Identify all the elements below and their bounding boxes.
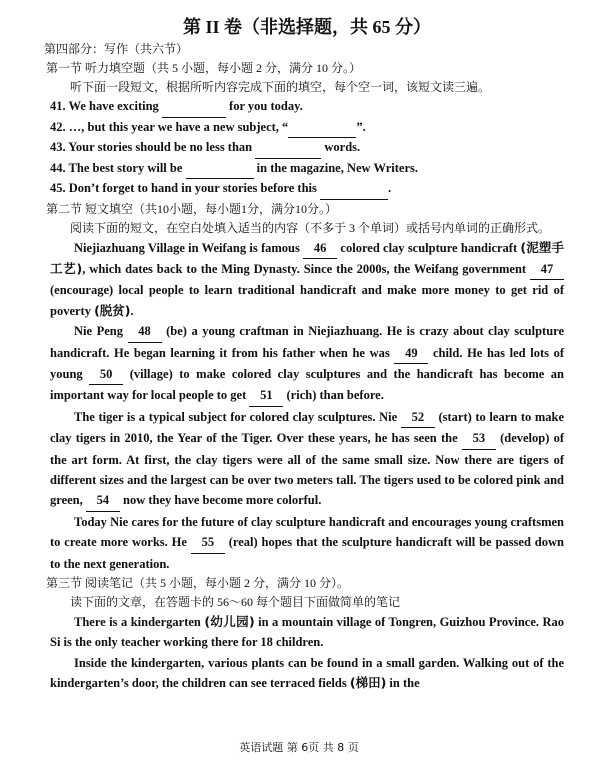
answer-blank[interactable] [320,179,388,200]
answer-blank[interactable] [186,159,254,180]
blank-53[interactable]: 53 [462,428,496,449]
question-44: 44. The best story will be in the magazine, New Writers. [50,159,564,180]
page-footer: 英语试题 第 6页 共 8 页 [239,741,359,754]
passage-paragraph-1: Niejiazhuang Village in Weifang is famous 46 colored clay sculpture handicraft (泥塑手工艺), which dates back to the Ming Dynasty. Since the 2000s, the Weifang government 47 (encourage) local people to learn traditional handicraft and make more money to get rid of poverty (脱贫). [50,239,565,318]
blank-54[interactable]: 54 [86,490,120,511]
reading-paragraph-2: Inside the kindergarten, various plants can be found in a small garden. Walking out of the kindergarten’s door, the children can see terraced fields (梯田) in the [50,655,564,691]
passage-paragraph-4: Today Nie cares for the future of clay sculpture handicraft and encourages young craftsmen to create more works. He 55 (real) hopes that the sculpture handicraft will be passed down to the next generation. [50,514,564,571]
question-43: 43. Your stories should be no less than words. [50,138,564,159]
blank-48[interactable]: 48 [128,321,162,342]
answer-blank[interactable] [255,138,321,159]
blank-52[interactable]: 52 [401,407,435,428]
blank-55[interactable]: 55 [191,532,225,553]
section-3-instructions: 读下面的文章，在答题卡的 56～60 每个题目下面做简单的笔记 [70,595,401,609]
blank-46[interactable]: 46 [303,238,337,259]
blank-47[interactable]: 47 [530,259,564,280]
section-2-title: 第二节 短文填空（共10小题，每小题1分，满分10分。） [46,201,338,216]
answer-blank[interactable] [288,118,356,139]
reading-paragraph-1: There is a kindergarten (幼儿园) in a mountain village of Tongren, Guizhou Province. Rao Si is the only teacher working there for 18 children. [50,614,565,650]
section-2-instructions: 阅读下面的短文，在空白处填入适当的内容（不多于 3 个单词）或括号内单词的正确形式。 [70,220,551,235]
section-1-instructions: 听下面一段短文，根据所听内容完成下面的填空，每个空一词，该短文读三遍。 [70,80,491,94]
page-title: 第 II 卷（非选择题，共 65 分） [182,17,431,37]
question-45: 45. Don’t forget to hand in your stories before this . [50,179,564,200]
passage-paragraph-3: The tiger is a typical subject for colored clay sculptures. Nie 52 (start) to learn to make clay tigers in 2010, the Year of the Tiger. Over these years, he has seen the 53 (develop) of the art form. At first, the clay tigers were all of the same small size. Now there are tigers of different sizes and the largest can be over two meters tall. The tigers used to be colored pink and green, 54 now they have become more colorful. [50,407,564,512]
answer-blank[interactable] [162,97,226,118]
section-3-title: 第三节 阅读笔记（共 5 小题，每小题 2 分，满分 10 分）。 [46,576,350,590]
question-41: 41. We have exciting for you today. [50,97,564,118]
blank-51[interactable]: 51 [249,385,283,406]
part-heading: 第四部分：写作（共六节） [44,42,189,56]
blank-50[interactable]: 50 [89,364,123,385]
passage-paragraph-2: Nie Peng 48 (be) a young craftman in Niejiazhuang. He is crazy about clay sculpture handicraft. He began learning it from his father when he was 49 child. He has led lots of young 50 (village) to make colored clay sculptures and the handicraft has become an important way for local people to get 51 (rich) than before. [50,321,564,407]
blank-49[interactable]: 49 [394,343,428,364]
question-42: 42. …, but this year we have a new subject, “ ”. [50,118,564,139]
section-1-title: 第一节 听力填空题（共 5 小题，每小题 2 分，满分 10 分。） [46,61,362,75]
